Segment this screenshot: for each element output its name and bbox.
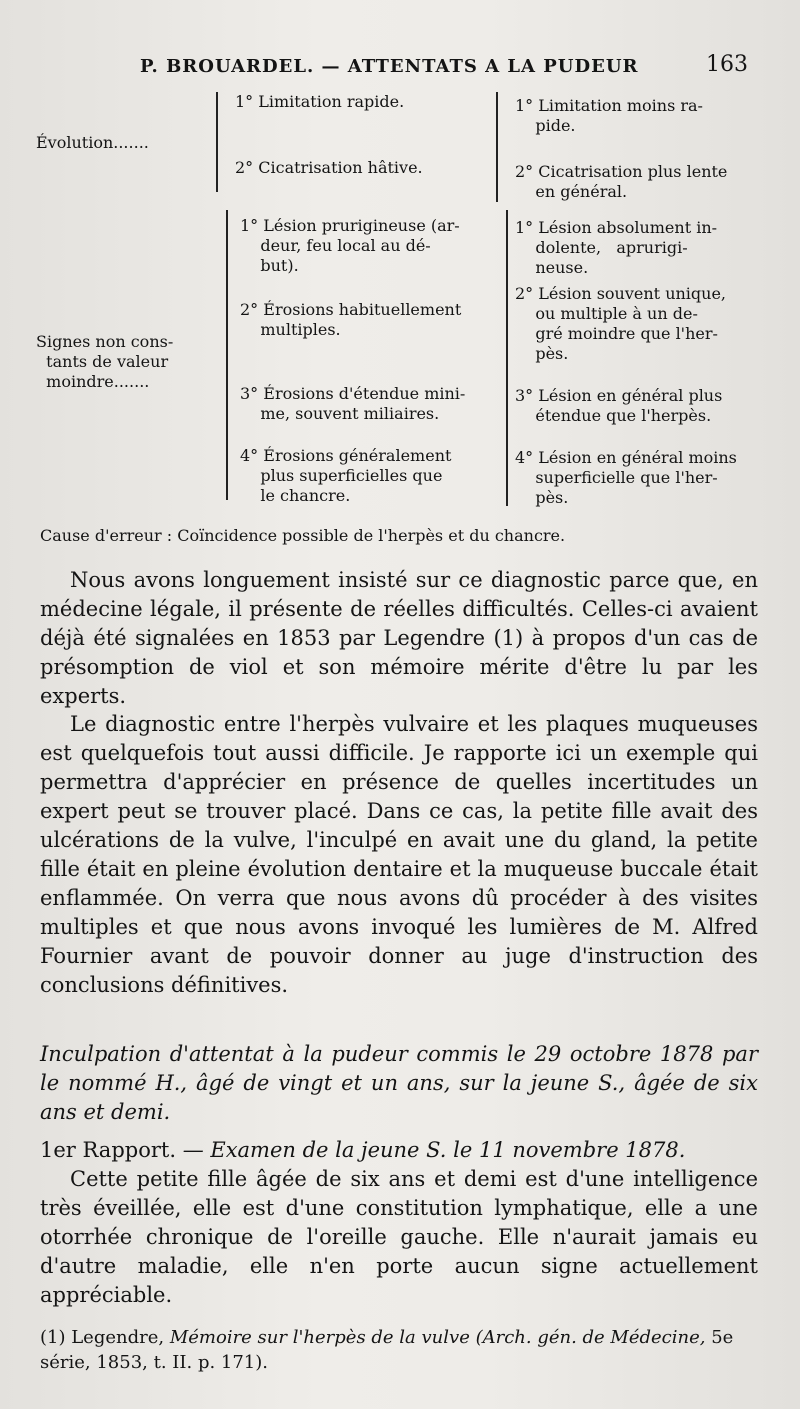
paragraph-herpes-plaques (40, 710, 758, 1000)
signes-herpes-2: 2° Érosions habituellement multiples. (240, 300, 462, 339)
paragraph-1: Nous avons longuement insisté sur ce diagnostic parce que, en médecine légale, il présente de réelles difficultés. Celles-ci avaient déjà été signalées en 1853 par Legendre (1) à propos d'un cas de présomption de viol et son mémoire mérite d'être lu par les experts. (40, 568, 758, 708)
signes-label: Signes non cons- tants de valeur moindre....... (36, 332, 174, 391)
cause-erreur: Cause d'erreur : Coïncidence possible de l'herpès et du chancre. (40, 526, 566, 545)
signes-chancre-4: 4° Lésion en général moins superficielle que l'her- pès. (515, 448, 737, 507)
signes-chancre-3: 3° Lésion en général plus étendue que l'herpès. (515, 386, 723, 425)
paragraph-diagnostic (40, 566, 758, 711)
signes-herpes-4: 4° Érosions généralement plus superficielles que le chancre. (240, 446, 452, 505)
signes-herpes-3: 3° Érosions d'étendue mini- me, souvent miliaires. (240, 384, 466, 423)
inculpation-heading (40, 1040, 758, 1127)
footnote-details: 5e série, 1853, t. II. p. 171). (40, 1327, 734, 1373)
footnote-journal: (Arch. gén. de Médecine, (475, 1327, 706, 1348)
running-header: P. BROUARDEL. — ATTENTATS A LA PUDEUR (140, 56, 639, 77)
footnote-prefix: (1) Legendre, (40, 1327, 165, 1348)
signes-chancre-2: 2° Lésion souvent unique, ou multiple à un de- gré moindre que l'her- pès. (515, 284, 727, 363)
signes-herpes-1: 1° Lésion prurigineuse (ar- deur, feu local au dé- but). (240, 216, 460, 275)
paragraph-2: Le diagnostic entre l'herpès vulvaire et les plaques muqueuses est quelquefois tout aussi difficile. Je rapporte ici un exemple qui permettra d'apprécier en présence de quelles incertitudes un expert peut se trouver placé. Dans ce cas, la petite fille avait des ulcérations de la vulve, l'inculpé en avait une du gland, la petite fille était en pleine évolution dentaire et la muqueuse buccale était enflammée. On verra que nous avons dû procéder à des visites multiples et que nous avons invoqué les lumières de M. Alfred Fournier avant de pouvoir donner au juge d'instruction des conclusions définitives. (40, 712, 758, 997)
evolution-chancre-2: 2° Cicatrisation plus lente en général. (515, 162, 728, 201)
rapport-heading (40, 1136, 758, 1165)
footnote-title: Mémoire sur l'herpès de la vulve (169, 1327, 470, 1348)
evolution-herpes-2: 2° Cicatrisation hâtive. (235, 158, 423, 177)
evolution-chancre-1: 1° Limitation moins ra- pide. (515, 96, 703, 135)
evolution-brace-left (216, 92, 218, 192)
paragraph-petite-fille (40, 1165, 758, 1310)
rapport-title: — Examen de la jeune S. le 11 novembre 1878. (182, 1138, 686, 1162)
signes-chancre-1: 1° Lésion absolument in- dolente, aprurigi- neuse. (515, 218, 718, 277)
page-number: 163 (706, 52, 748, 77)
evolution-label: Évolution....... (36, 133, 149, 152)
footnote (40, 1325, 770, 1375)
inculpation-text: Inculpation d'attentat à la pudeur commis le 29 octobre 1878 par le nommé H., âgé de vingt et un ans, sur la jeune S., âgée de six ans et demi. (40, 1042, 758, 1124)
paragraph-3: Cette petite fille âgée de six ans et demi est d'une intelligence très éveillée, elle est d'une constitution lymphatique, elle a une otorrhée chronique de l'oreille gauche. Elle n'aurait jamais eu d'autre maladie, elle n'en porte aucun signe actuellement appréciable. (40, 1167, 758, 1307)
signes-brace-right (506, 210, 508, 506)
signes-brace-left (226, 210, 228, 500)
evolution-herpes-1: 1° Limitation rapide. (235, 92, 405, 111)
evolution-brace-right (496, 92, 498, 202)
rapport-label: 1er Rapport. (40, 1138, 176, 1162)
